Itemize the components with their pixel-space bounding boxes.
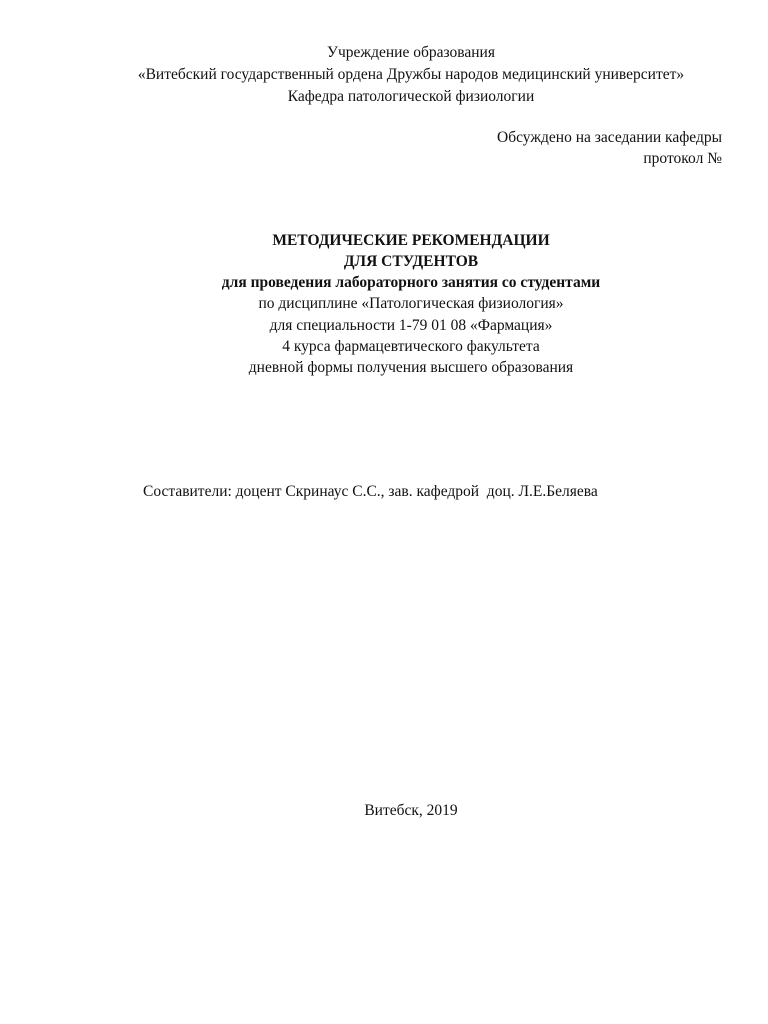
doc-purpose: для проведения лабораторного занятия со студентами: [221, 274, 601, 291]
doc-study-form: дневной формы получения высшего образования: [248, 359, 574, 376]
city-year: Витебск, 2019: [364, 802, 458, 819]
department-name: Кафедра патологической физиологии: [287, 88, 535, 105]
protocol-line: протокол №: [643, 150, 722, 167]
authors-line: Составители: доцент Скринаус С.С., зав. кафедрой доц. Л.Е.Беляева: [143, 483, 598, 500]
doc-discipline: по дисциплине «Патологическая физиология»: [258, 295, 564, 312]
approval-line: Обсуждено на заседании кафедры: [497, 129, 722, 146]
university-name: «Витебский государственный ордена Дружбы народов медицинский университет»: [137, 66, 685, 83]
institution-type: Учреждение образования: [327, 44, 495, 61]
doc-specialty: для специальности 1-79 01 08 «Фармация»: [269, 317, 553, 334]
doc-title-line1: МЕТОДИЧЕСКИЕ РЕКОМЕНДАЦИИ: [272, 232, 550, 249]
doc-course: 4 курса фармацевтического факультета: [282, 338, 540, 355]
doc-title-line2: ДЛЯ СТУДЕНТОВ: [343, 253, 479, 270]
